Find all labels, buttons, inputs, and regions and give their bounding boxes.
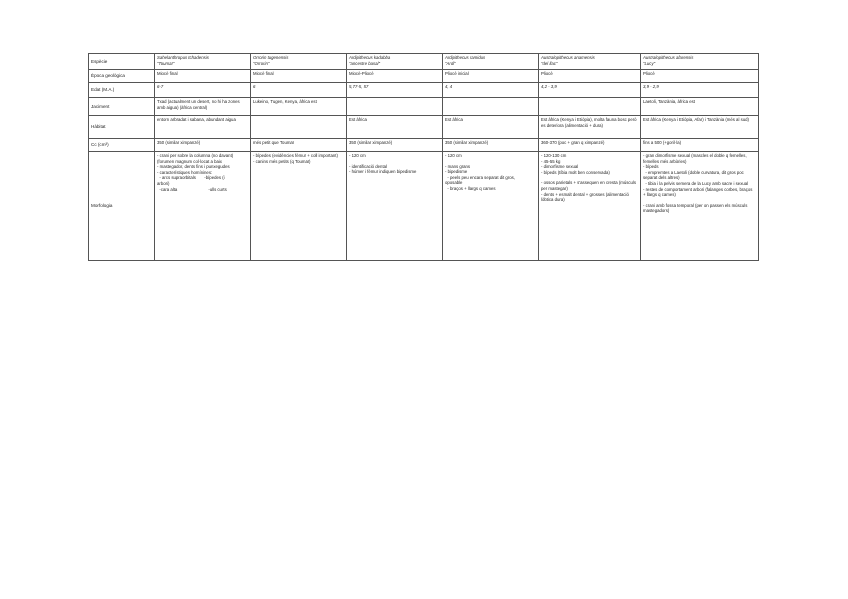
cell-habitat: [155, 116, 251, 139]
edat-value: 6-7: [157, 84, 164, 89]
edat-value: 3,9 - 2,9: [643, 84, 659, 89]
cell-morfologia: [155, 152, 251, 261]
cell-especie: [539, 54, 641, 70]
row-label-especie: Espècie: [89, 54, 155, 70]
cell-especie: [641, 54, 759, 70]
morphology-line: -cara alta -ulls curts: [157, 186, 227, 192]
epoca-value: Miocè final: [253, 71, 274, 76]
morphology-line: - 45-55 kg: [541, 158, 561, 164]
cell-edat: [443, 83, 539, 98]
cell-cc: [641, 139, 759, 152]
row-label-jaciment: Jaciment: [89, 98, 155, 116]
cell-morfologia: [641, 152, 759, 261]
row-label-morfologia: Morfologia: [89, 152, 155, 261]
morphology-line: - crani per sobre la columna (no davant) (forumen magnum col·locat a baix: [157, 153, 235, 164]
habitat-value: Est àfrica: [349, 117, 367, 122]
morphology-line: - 120 cm: [349, 153, 366, 158]
cell-cc: [251, 139, 347, 152]
species-name: Orrorin tugenensis: [253, 55, 289, 60]
table-row-habitat: [89, 116, 759, 139]
table-row-edat: [89, 83, 759, 98]
row-label-edat: Edat (M.A.): [89, 83, 155, 98]
jaciment-value: Txad (actualment un desert, no hi ha zones amb aigua) (àfrica central): [157, 99, 241, 110]
cell-morfologia: [443, 152, 539, 261]
epoca-value: Pliocè: [541, 71, 553, 76]
cell-especie: [443, 54, 539, 70]
morphology-line: - gran dimorfisme sexual (mascles el doble q femelles, femelles més arbòries): [643, 153, 748, 164]
epoca-value: Miocè final: [157, 71, 178, 76]
table-row-especie: [89, 54, 759, 70]
edat-value: 4,2 - 3,9: [541, 84, 557, 89]
species-nickname: "Toumaï": [157, 60, 175, 66]
cell-epoca: [641, 70, 759, 83]
morphology-line: - dents + esmalt dental + grosses (alimentació lòbtica dura): [541, 191, 631, 203]
row-label-cc: Cc (cm³): [89, 139, 155, 152]
table-row-morfologia: [89, 152, 759, 261]
cell-especie: [251, 54, 347, 70]
cell-morfologia: [347, 152, 443, 261]
cell-especie: [155, 54, 251, 70]
cell-habitat: [347, 116, 443, 139]
cell-jaciment: [443, 98, 539, 116]
cell-edat: [251, 83, 347, 98]
row-label-epoca: Època geològica: [89, 70, 155, 83]
cc-value: fins a 500 (+goril·la): [643, 140, 682, 145]
cell-edat: [539, 83, 641, 98]
species-name: Sahelanthropus tchadensis: [157, 55, 209, 60]
epoca-value: Pliocè inicial: [445, 71, 469, 76]
cell-edat: [347, 83, 443, 98]
table-row-epoca: [89, 70, 759, 83]
morphology-line: - identificació dental: [349, 163, 387, 169]
row-label-habitat: Hàbitat: [89, 116, 155, 139]
species-name: Australopithecus afarensis: [643, 55, 694, 60]
jaciment-value: Laetoli, Tanzània, àfrica est: [643, 99, 695, 104]
species-nickname: "del llac": [541, 60, 558, 66]
jaciment-value: Lukeino, Tugen, Kenya, àfrica est: [253, 99, 317, 104]
cc-value: 360-370 (poc + gran q ximpanzé): [541, 140, 605, 145]
morphology-line: - arcs supraorbitals -bípedes (i: [157, 175, 225, 181]
species-nickname: "Ardi": [445, 60, 456, 66]
edat-value: 4, 4: [445, 84, 453, 89]
morphology-line: - bipedisme: [445, 169, 468, 175]
species-nickname: "Lucy": [643, 60, 656, 66]
species-name: Ardipithecus kadabba: [349, 55, 391, 60]
cc-value: més petit que Toumaï: [253, 140, 295, 145]
morphology-line: arbori): [157, 180, 170, 186]
cc-value: 350 (similar ximpanzé): [349, 140, 393, 145]
morphology-line: - dimorfisme sexual: [541, 164, 579, 170]
table-row-jaciment: [89, 98, 759, 116]
morphology-line: - característiques homínines:: [157, 169, 213, 175]
morphology-line: - mastegador, dents fins i punxegudes: [157, 164, 230, 170]
morphology-line: - restes de comportament arbori (falanges corbes, braços + llargs q cames): [643, 186, 754, 198]
species-name: Ardipithecus ramidus: [445, 55, 486, 60]
cell-jaciment: [251, 98, 347, 116]
species-nickname: "ancestre basal": [349, 60, 380, 66]
morphology-line: - húmer i fèmur indiquen bipedisme: [349, 169, 417, 175]
cell-habitat: [443, 116, 539, 139]
morphology-line: - 120 cm: [445, 153, 462, 158]
morphology-line: oposable: [445, 180, 463, 186]
cc-value: 350 (similar ximpanzé): [157, 140, 201, 145]
morphology-line: - crani amb fossa temporal (per on passen els músculs mastegadors): [643, 202, 749, 214]
morphology-line: - empremtes a Laetoli (doble curvatura, dit gros poc separat dels altres): [643, 169, 745, 181]
morphology-line: - mans grans: [445, 163, 471, 169]
cell-edat: [641, 83, 759, 98]
cell-cc: [539, 139, 641, 152]
morphology-line: - 120-130 cm: [541, 153, 567, 158]
habitat-value: Est àfrica (Kenya i Etiòpia, Afar) i Tanzània (més al sud): [643, 117, 749, 122]
morphology-line: - bípedes (evidències fèmur + coll important): [253, 153, 338, 158]
morphology-line: - canins més petits (q Toumaï): [253, 158, 311, 164]
cell-especie: [347, 54, 443, 70]
cell-habitat: [641, 116, 759, 139]
epoca-value: Pliocè: [643, 71, 655, 76]
cell-epoca: [539, 70, 641, 83]
cell-jaciment: [347, 98, 443, 116]
cell-cc: [155, 139, 251, 152]
cc-value: 350 (similar ximpanzé): [445, 140, 489, 145]
cell-morfologia: [251, 152, 347, 261]
hominin-comparison-table: [88, 53, 759, 261]
morphology-line: - peels peu encara separat dit gros,: [445, 174, 515, 180]
cell-cc: [443, 139, 539, 152]
table-row-cc: [89, 139, 759, 152]
cell-morfologia: [539, 152, 641, 261]
morphology-line: - bípeds: [643, 164, 659, 170]
epoca-value: Miocè-Pliocè: [349, 71, 374, 76]
species-nickname: "Orrorin": [253, 60, 270, 66]
morphology-line: - braços + llargs q cames: [445, 185, 496, 191]
cell-jaciment: [641, 98, 759, 116]
edat-value: 5,77-5, 57: [349, 84, 369, 89]
morphology-line: - tibia i la pelvis semera de la Lucy amb sacre i sexual: [643, 180, 749, 186]
morphology-line: - bípeds (tíbia molt ben conservada): [541, 169, 610, 175]
cell-cc: [347, 139, 443, 152]
habitat-value: Est àfrica: [445, 117, 463, 122]
cell-jaciment: [155, 98, 251, 116]
edat-value: 6: [253, 84, 256, 89]
habitat-value: Est àfrica (Kenya i Etiòpia), molta fauna bosc però es deteriora (alimentació + dura): [541, 117, 638, 128]
species-name: Australopithecus anamensis: [541, 55, 595, 60]
morphology-line: - ossos parietals + s'assequen en cresta (músculs per mastegar): [541, 180, 638, 191]
cell-epoca: [443, 70, 539, 83]
cell-habitat: [539, 116, 641, 139]
cell-epoca: [347, 70, 443, 83]
cell-habitat: [251, 116, 347, 139]
cell-epoca: [251, 70, 347, 83]
cell-edat: [155, 83, 251, 98]
cell-jaciment: [539, 98, 641, 116]
cell-epoca: [155, 70, 251, 83]
habitat-value: entorn arbradat i sabana, abundant aigua: [157, 117, 236, 122]
